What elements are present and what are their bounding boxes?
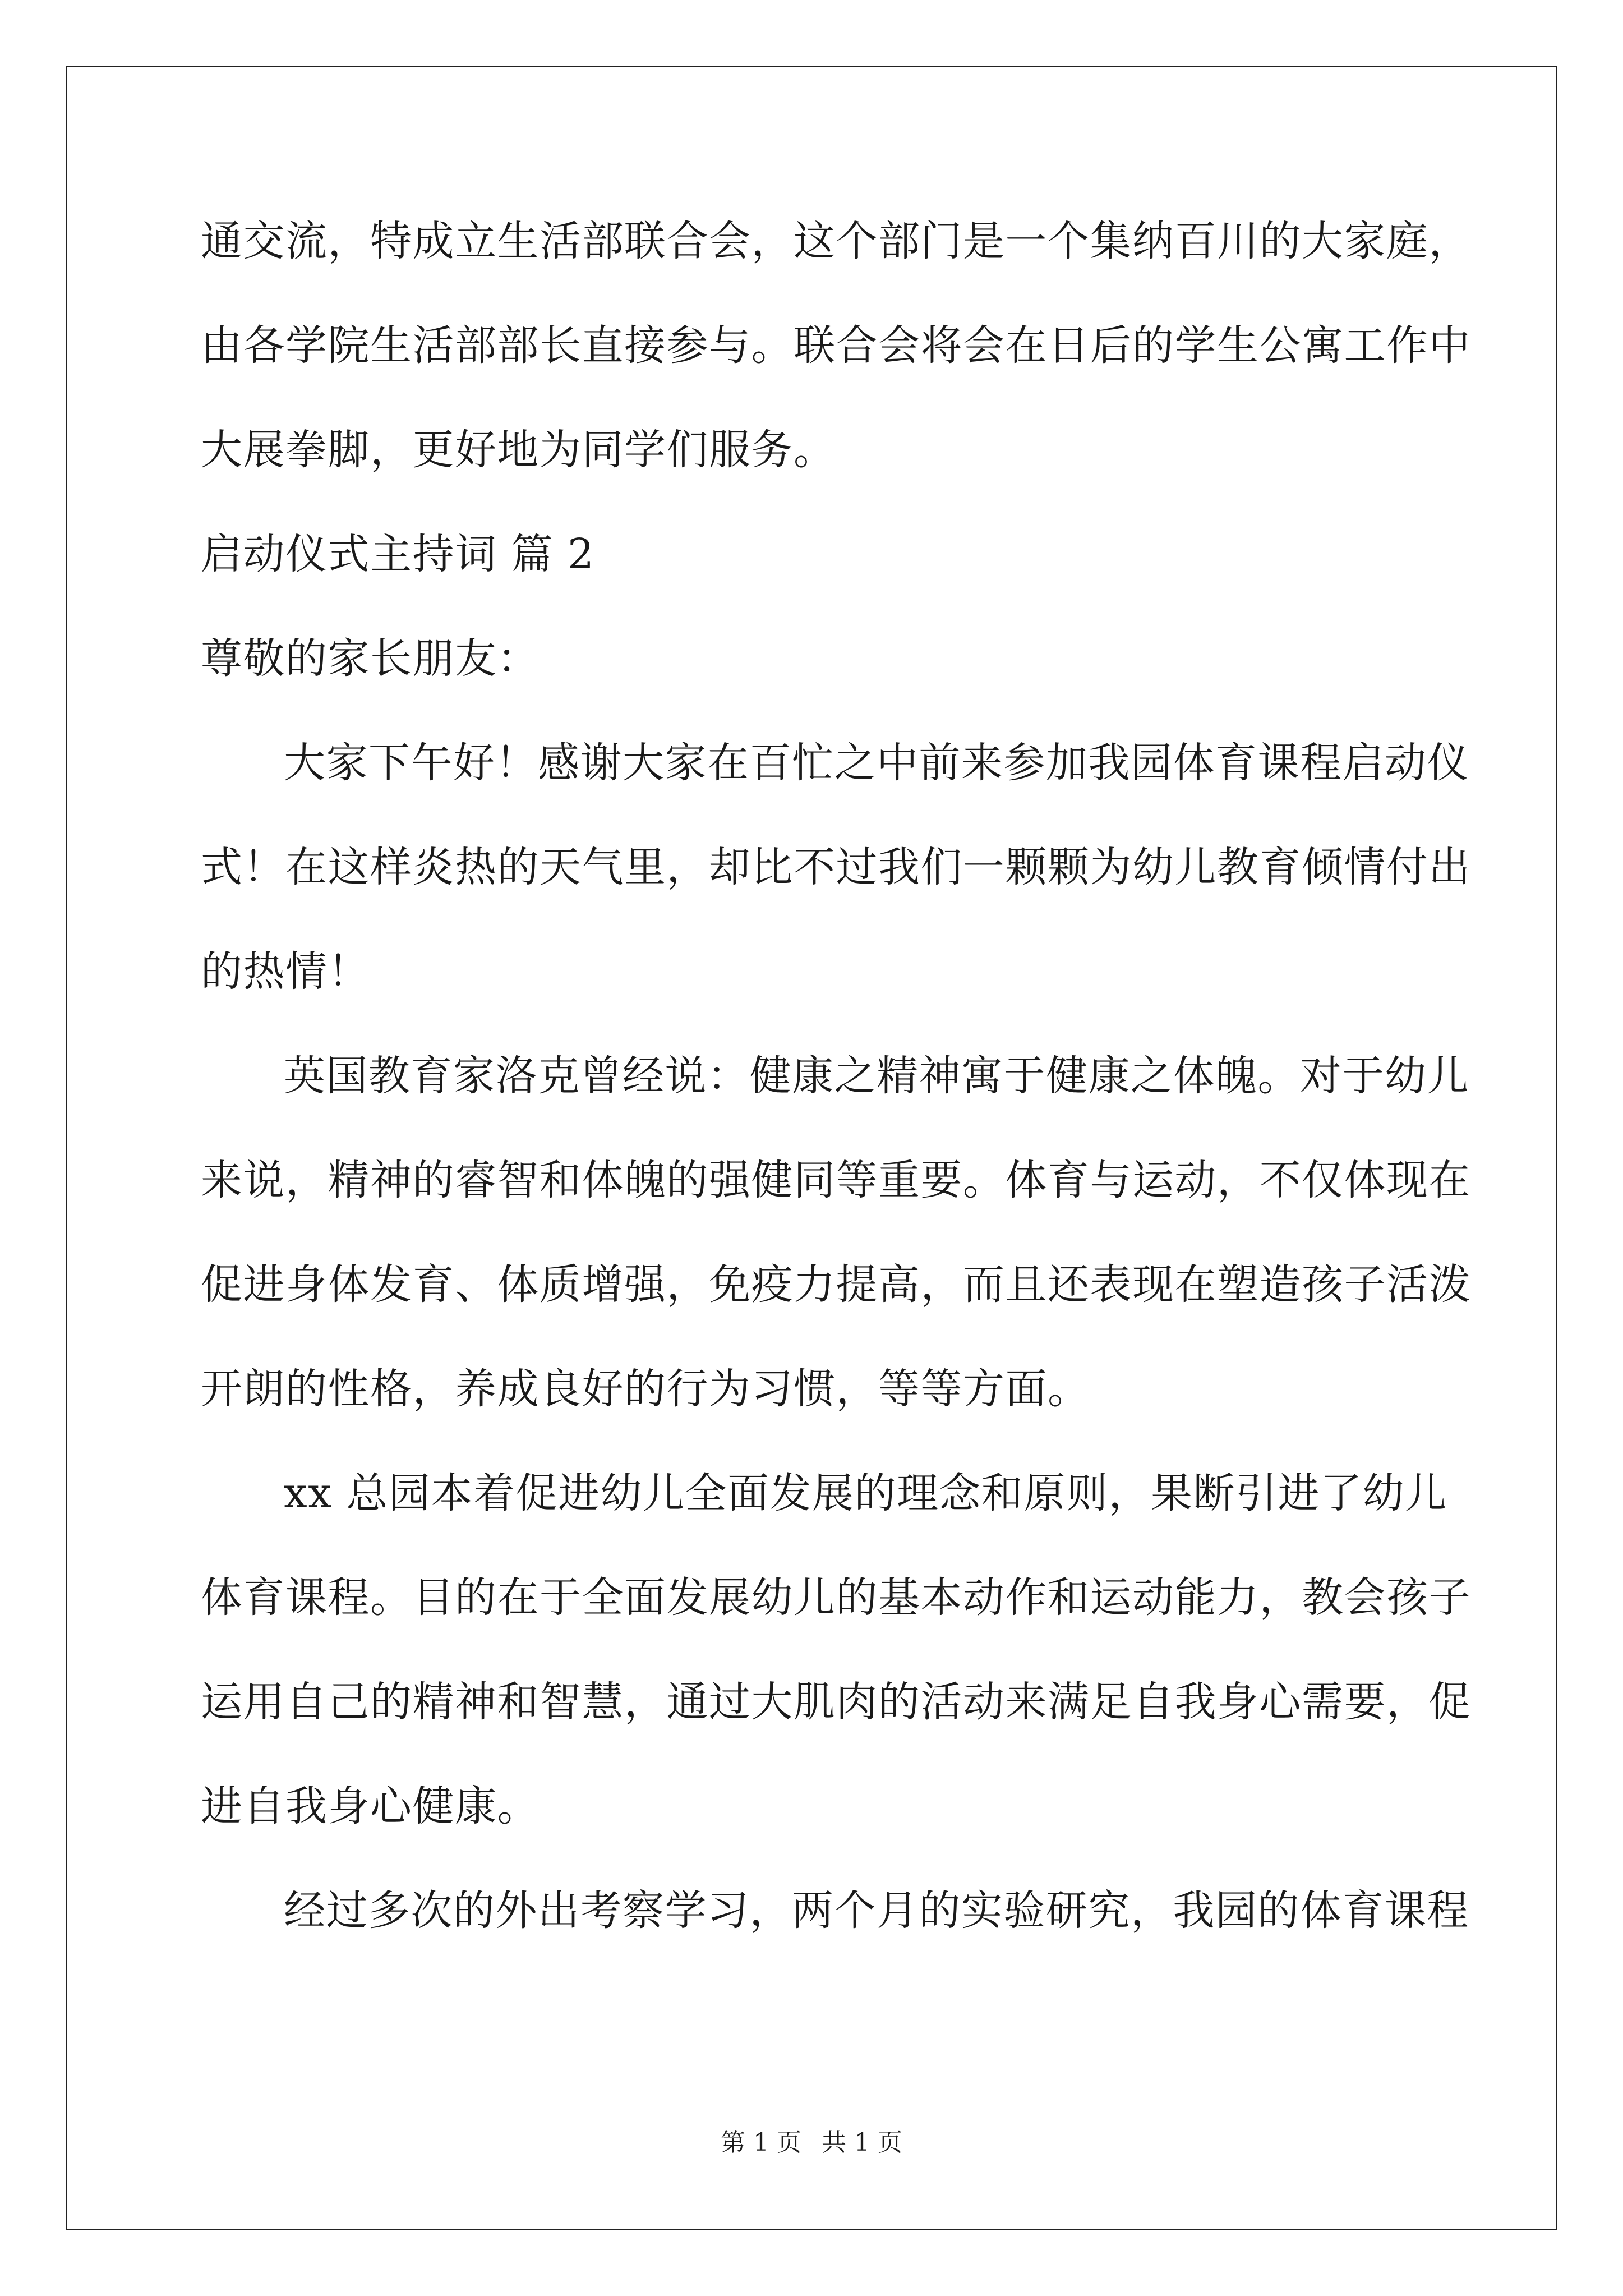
section-heading: 启动仪式主持词 篇 2 bbox=[201, 530, 595, 578]
paragraph-line: 大家下午好！感谢大家在百忙之中前来参加我园体育课程启动仪 bbox=[284, 739, 1469, 787]
paragraph-line: 英国教育家洛克曾经说：健康之精神寓于健康之体魄。对于幼儿 bbox=[284, 1052, 1469, 1100]
page-total: 共 1 页 bbox=[822, 2128, 902, 2157]
paragraph-line: 的热情！ bbox=[201, 947, 370, 996]
salutation: 尊敬的家长朋友： bbox=[201, 634, 540, 683]
page-footer bbox=[0, 2126, 1623, 2160]
paragraph-line: 促进身体发育、体质增强，免疫力提高，而且还表现在塑造孩子活泼 bbox=[201, 1260, 1471, 1309]
paragraph-line: 经过多次的外出考察学习，两个月的实验研究，我园的体育课程 bbox=[284, 1887, 1469, 1935]
paragraph-line: xx 总园本着促进幼儿全面发展的理念和原则，果断引进了幼儿 bbox=[284, 1469, 1447, 1517]
paragraph-line: 运用自己的精神和智慧，通过大肌肉的活动来满足自我身心需要，促 bbox=[201, 1678, 1471, 1726]
paragraph-line: 体育课程。目的在于全面发展幼儿的基本动作和运动能力，教会孩子 bbox=[201, 1573, 1471, 1622]
paragraph-line: 来说，精神的睿智和体魄的强健同等重要。体育与运动，不仅体现在 bbox=[201, 1156, 1471, 1204]
paragraph-line: 由各学院生活部部长直接参与。联合会将会在日后的学生公寓工作中 bbox=[201, 321, 1471, 370]
paragraph-line: 开朗的性格，养成良好的行为习惯，等等方面。 bbox=[201, 1365, 1090, 1413]
paragraph-line: 大展拳脚，更好地为同学们服务。 bbox=[201, 426, 836, 474]
paragraph-line: 式！在这样炎热的天气里，却比不过我们一颗颗为幼儿教育倾情付出 bbox=[201, 843, 1471, 891]
page-number: 第 1 页 bbox=[721, 2128, 801, 2157]
paragraph-line: 通交流，特成立生活部联合会，这个部门是一个集纳百川的大家庭， bbox=[201, 217, 1471, 265]
paragraph-line: 进自我身心健康。 bbox=[201, 1782, 540, 1830]
